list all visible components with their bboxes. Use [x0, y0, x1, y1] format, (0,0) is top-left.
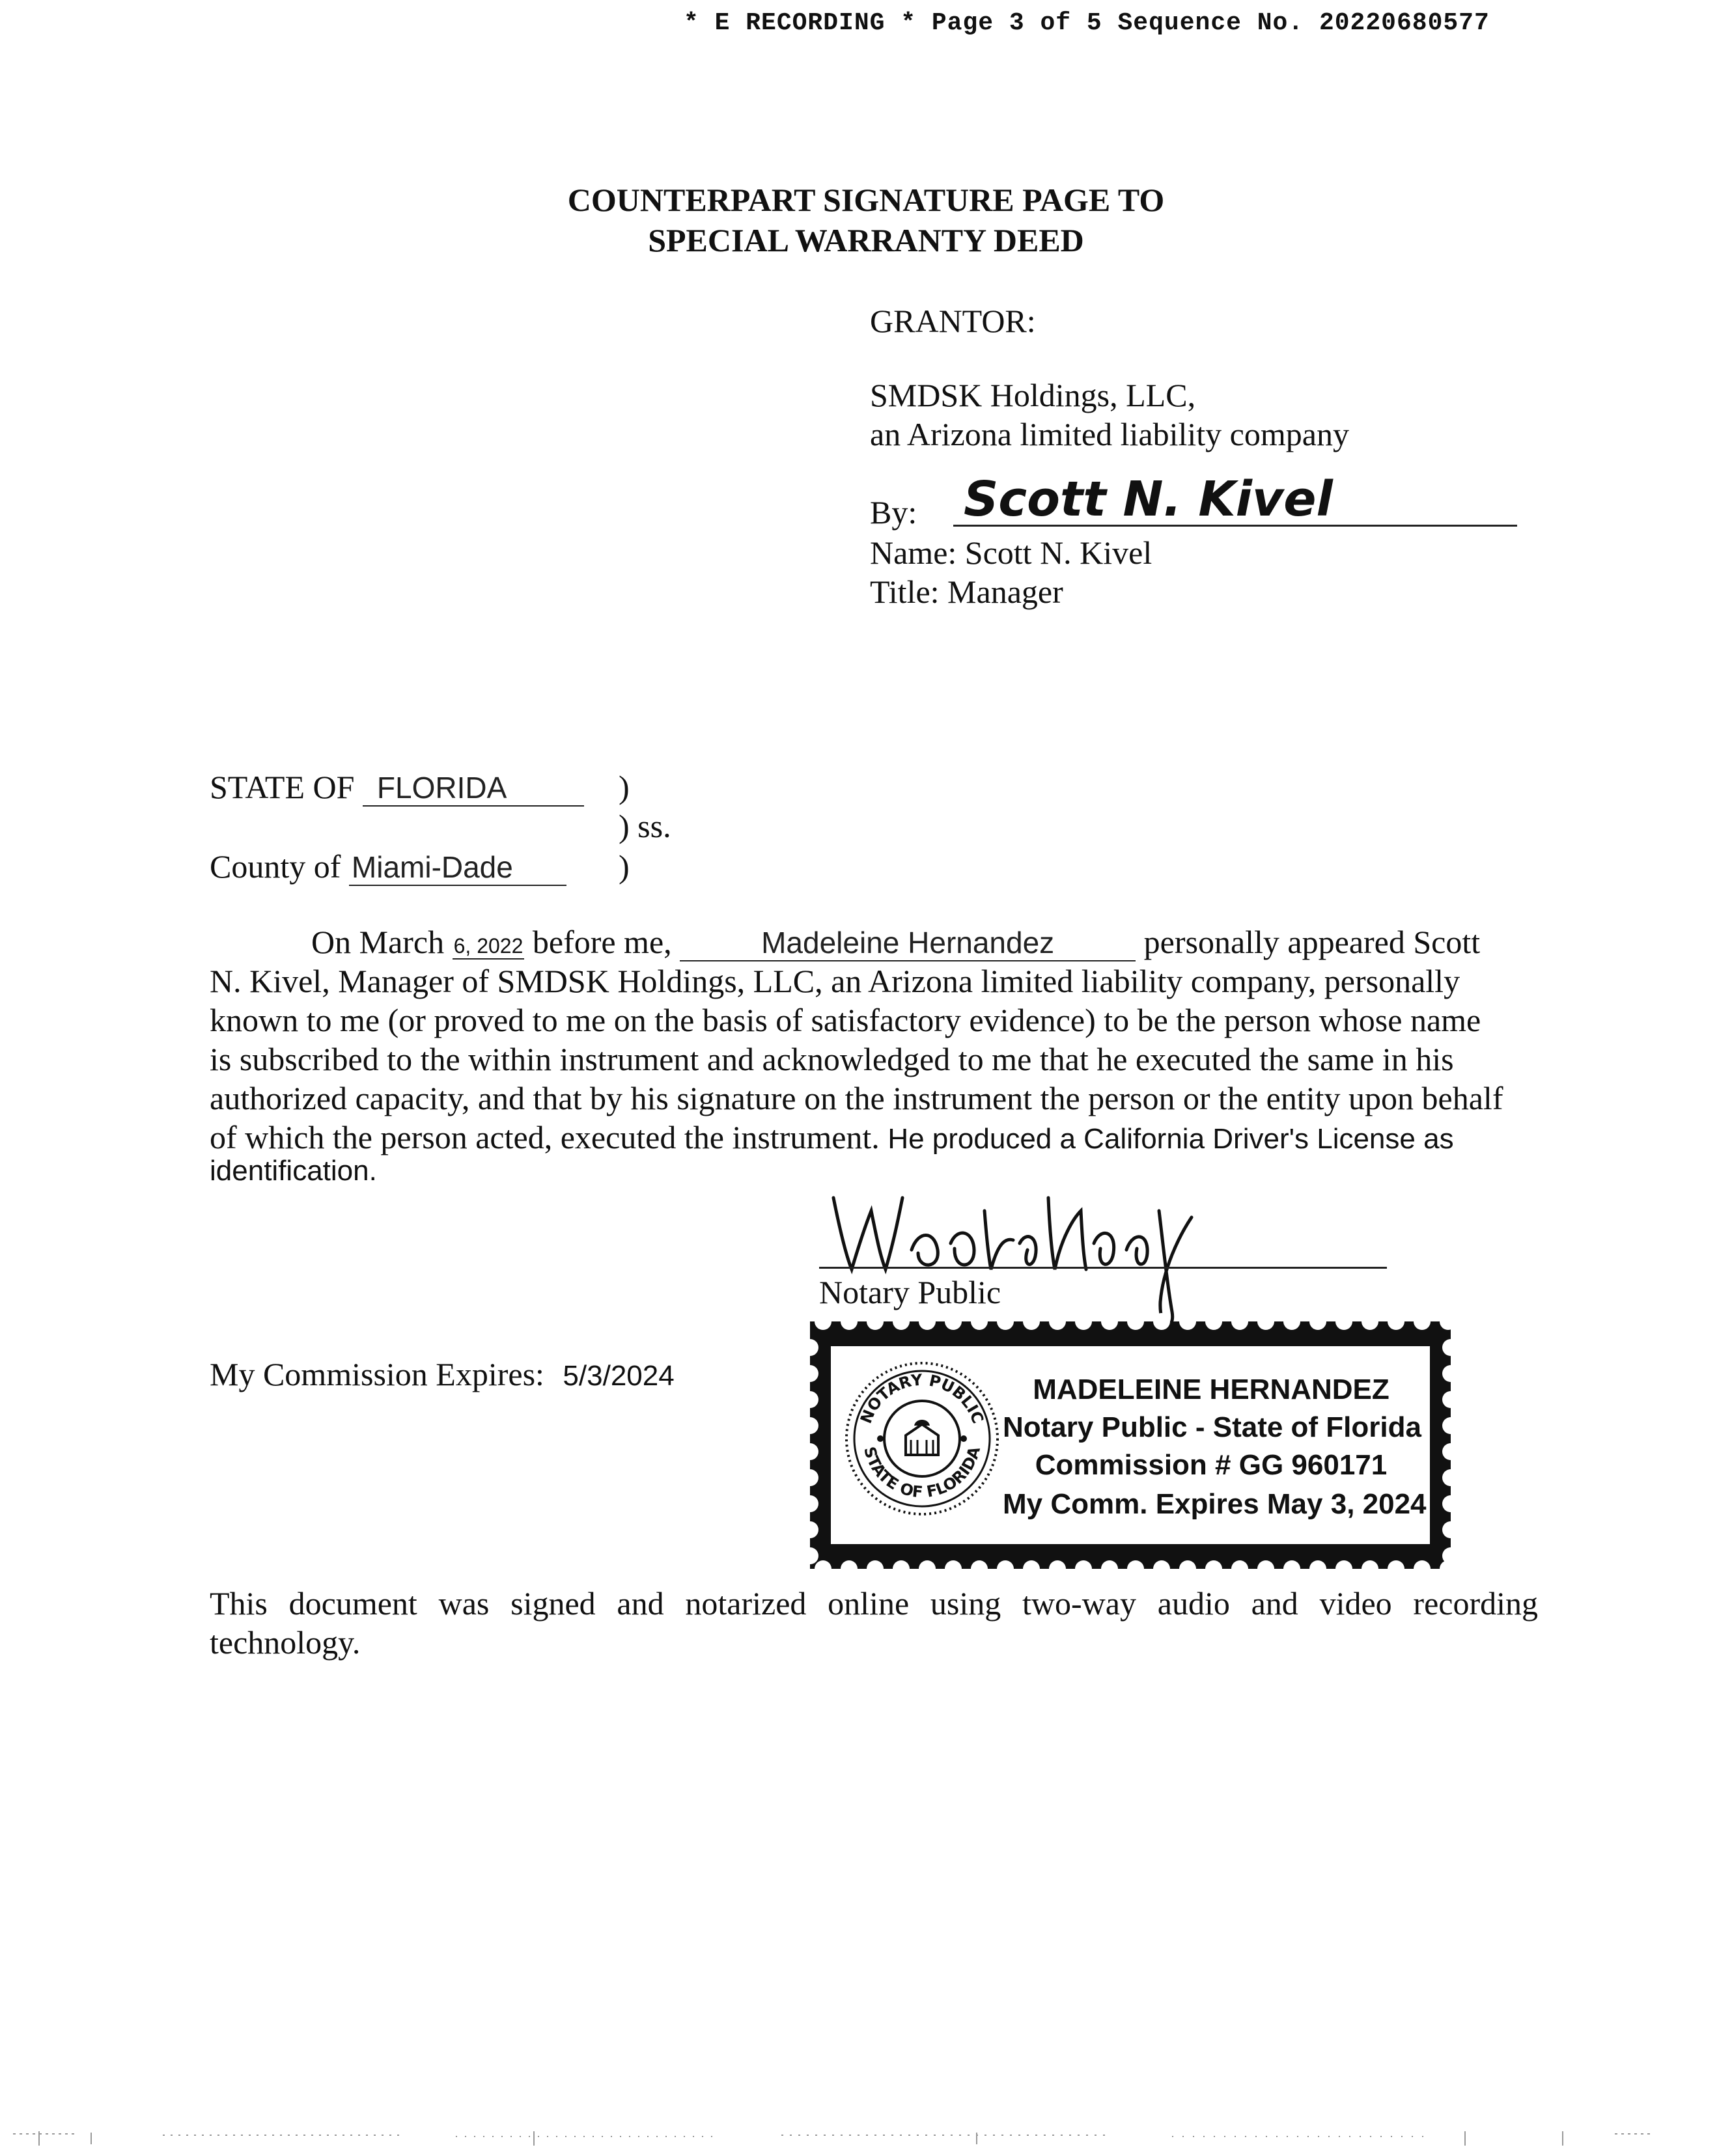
svg-text:NOTARY PUBLIC: NOTARY PUBLIC	[856, 1370, 988, 1426]
acknowledgment-line-1	[311, 923, 1480, 961]
acknowledgment-line-6	[210, 1118, 1454, 1156]
stamp-expiration: My Comm. Expires May 3, 2024	[1003, 1488, 1427, 1520]
grantor-name-row	[870, 534, 1152, 572]
ack-before: before me,	[532, 924, 672, 960]
grantor-signature	[957, 456, 1333, 534]
commission-label: My Commission Expires:	[210, 1356, 544, 1392]
ack-prefix: On March	[311, 924, 445, 960]
svg-text:STATE OF FLORIDA: STATE OF FLORIDA	[860, 1444, 984, 1502]
venue-paren: )	[619, 848, 630, 885]
acknowledgment-line-2: N. Kivel, Manager of SMDSK Holdings, LLC, an Arizona limited liability company, personally	[210, 963, 1460, 999]
ack-line-6-text: of which the person acted, executed the instrument.	[210, 1119, 880, 1155]
county-value: Miami-Dade	[349, 850, 566, 886]
title-value: Manager	[947, 574, 1063, 610]
state-row	[210, 768, 584, 807]
notary-seal	[844, 1361, 1000, 1517]
document-title-line-1: COUNTERPART SIGNATURE PAGE TO	[567, 182, 1165, 218]
footer-line-2: technology.	[210, 1624, 361, 1661]
name-label: Name:	[870, 534, 957, 571]
signature-line	[953, 525, 1517, 527]
commission-value: 5/3/2024	[563, 1360, 675, 1392]
stamp-notary-state: Notary Public - State of Florida	[1003, 1411, 1421, 1443]
grantor-entity-name: SMDSK Holdings, LLC,	[870, 377, 1196, 413]
document-title-line-2: SPECIAL WARRANTY DEED	[648, 222, 1084, 258]
county-label: County of	[210, 848, 341, 885]
title-label: Title:	[870, 574, 940, 610]
venue-paren: )	[619, 769, 630, 805]
by-label: By:	[870, 494, 917, 531]
venue-ss: ) ss.	[619, 808, 671, 844]
name-value: Scott N. Kivel	[964, 534, 1152, 571]
acknowledgment-line-7: identification.	[210, 1155, 377, 1187]
stamp-notary-name: MADELEINE HERNANDEZ	[1033, 1374, 1390, 1405]
stamp-commission-number: Commission # GG 960171	[1035, 1449, 1388, 1481]
acknowledgment-line-3: known to me (or proved to me on the basis of satisfactory evidence) to be the person whose name	[210, 1002, 1481, 1038]
state-value: FLORIDA	[363, 770, 584, 807]
county-row	[210, 848, 566, 886]
ack-date: 6, 2022	[453, 934, 525, 960]
state-label: STATE OF	[210, 769, 355, 805]
notary-public-label: Notary Public	[819, 1274, 1001, 1310]
grantor-title-row	[870, 573, 1063, 611]
ack-suffix: personally appeared Scott	[1143, 924, 1481, 960]
commission-expires-row	[210, 1355, 675, 1393]
ack-notary-name: Madeleine Hernandez	[680, 925, 1136, 961]
ack-id-note: He produced a California Driver's License as	[887, 1123, 1454, 1155]
acknowledgment-line-5: authorized capacity, and that by his signature on the instrument the person or the entity upon behalf	[210, 1080, 1503, 1116]
svg-text:Scott N. Kivel: Scott N. Kivel	[964, 471, 1333, 527]
scan-artifact-strip	[0, 2129, 1667, 2148]
notary-signature-line	[819, 1267, 1387, 1269]
grantor-label: GRANTOR:	[870, 303, 1036, 339]
footer-line-1: This document was signed and notarized online using two-way audio and video recording	[210, 1585, 1538, 1622]
grantor-entity-description: an Arizona limited liability company	[870, 416, 1349, 452]
acknowledgment-line-4: is subscribed to the within instrument and acknowledged to me that he executed the same in his	[210, 1041, 1454, 1077]
recording-header: * E RECORDING * Page 3 of 5 Sequence No. 20220680577	[684, 9, 1490, 37]
